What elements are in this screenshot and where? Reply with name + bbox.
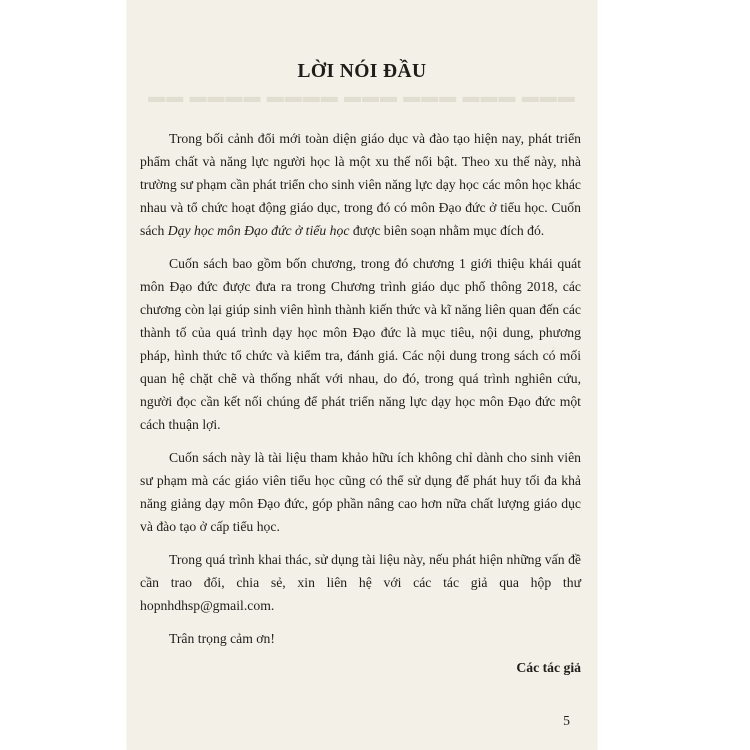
book-page — [127, 0, 597, 750]
signature: Các tác giả — [516, 660, 581, 675]
paragraph-4: Trong quá trình khai thác, sử dụng tài liệu này, nếu phát hiện những vấn đề cần trao đổi, chia sẻ, xin liên hệ với các tác giả qua hộp thư hopnhdhsp@gmail.com. — [140, 552, 581, 613]
body-text — [140, 127, 581, 676]
paragraph-5: Trân trọng cảm ơn! — [169, 631, 275, 646]
book-title-italic: Dạy học môn Đạo đức ở tiểu học — [167, 223, 350, 238]
paragraph-2: Cuốn sách bao gồm bốn chương, trong đó chương 1 giới thiệu khái quát môn Đạo đức được đưa ra trong Chương trình giáo dục phổ thông 2018, các chương còn lại giúp sinh viên hình thành kiến thức và kĩ năng liên quan đến các thành tố của quá trình dạy học môn Đạo đức là mục tiêu, nội dung, phương pháp, hình thức tổ chức và kiểm tra, đánh giá. Các nội dung trong sách có mối quan hệ chặt chẽ và thống nhất với nhau, do đó, trong quá trình nghiên cứu, người đọc cần kết nối chúng để phát triển năng lực dạy học môn Đạo đức một cách thuận lợi. — [140, 256, 581, 432]
page-title: LỜI NÓI ĐẦU — [297, 61, 427, 82]
paragraph-1 — [140, 127, 581, 242]
page-number: 5 — [563, 713, 570, 728]
paragraph-1-part-a: Trong bối cảnh đổi mới toàn diện giáo dục và đào tạo hiện nay, phát triển phẩm chất và năng lực người học là một xu thế nổi bật. Theo xu thế này, nhà trường sư phạm cần phát triển cho sinh viên năng lực dạy học các môn học khác nhau và tổ chức hoạt động giáo dục, trong đó có môn Đạo đức ở tiểu học. Cuốn sách — [140, 131, 581, 238]
paragraph-1-part-b: được biên soạn nhằm mục đích đó. — [349, 223, 545, 238]
show-through-text: ▬▬ ▬▬▬▬ ▬▬▬▬ ▬▬▬ ▬▬▬ ▬▬▬ ▬▬▬ — [148, 87, 576, 106]
paragraph-3: Cuốn sách này là tài liệu tham khảo hữu ích không chỉ dành cho sinh viên sư phạm mà các giáo viên tiểu học cũng có thể sử dụng để phát huy tối đa khả năng giảng dạy môn Đạo đức, góp phần nâng cao hơn nữa chất lượng giáo dục và đào tạo ở cấp tiểu học. — [140, 450, 581, 534]
